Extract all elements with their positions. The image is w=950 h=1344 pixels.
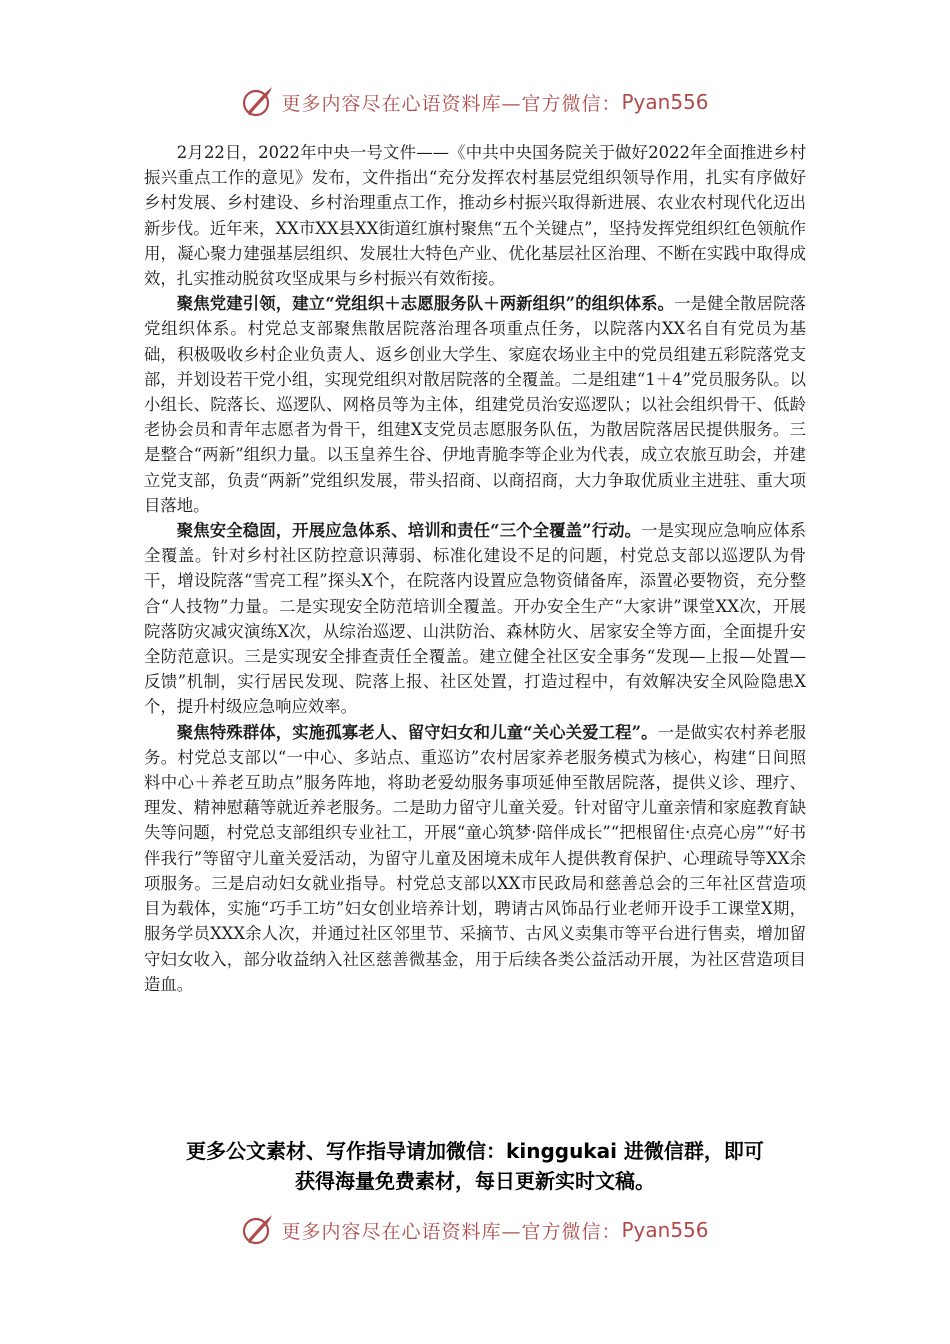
paragraph-text: 一是实现应急响应体系全覆盖。针对乡村社区防控意识薄弱、标准化建设不足的问题，村党总支部以巡逻队为骨干，增设院落“雪亮工程”探头X个，在院落内设置应急物资储备库，添置必要物资，充分整合“人技物”力量。二是实现安全防范培训全覆盖。开办安全生产“大家讲”课堂XX次，开展院落防灾减灾演练X次，从综治巡逻、山洪防治、森林防火、居家安全等方面，全面提升安全防范意识。三是实现安全排查责任全覆盖。建立健全社区安全事务“发现—上报—处置—反馈”机制，实行居民发现、院落上报、社区处置，打造过程中，有效解决安全风险隐患X个，提升村级应急响应效率。 [144, 521, 806, 717]
promo-line-1: 更多公文素材、写作指导请加微信：kinggukai 进微信群，即可 [186, 1139, 764, 1163]
paragraph-text: 一是健全散居院落党组织体系。村党总支部聚焦散居院落治理各项重点任务，以院落内XX名自有党员为基础，积极吸收乡村企业负责人、返乡创业大学生、家庭农场业主中的党员组建五彩院落党支部，并划设若干党小组，实现党组织对散居院落的全覆盖。二是组建“1＋4”党员服务队。以小组长、院落长、巡逻队、网格员等为主体，组建党员治安巡逻队；以社会组织骨干、低龄老协会员和青年志愿者为骨干，组建X支党员志愿服务队伍，为散居院落居民提供服务。三是整合“两新”组织力量。以玉皇养生谷、伊地青脆李等企业为代表，成立农旅互助会，并建立党支部，负责“两新”党组织发展，带头招商、以商招商，大力争取优质业主进驻、重大项目落地。 [144, 294, 806, 515]
paragraph-party-building [144, 291, 806, 518]
promo-notice [100, 1136, 850, 1196]
quill-logo-icon [241, 85, 275, 119]
paragraph-text: 2月22日，2022年中央一号文件——《中共中央国务院关于做好2022年全面推进乡村振兴重点工作的意见》发布，文件指出“充分发挥农村基层党组织领导作用，扎实有序做好乡村发展、乡村建设、乡村治理重点工作，推动乡村振兴取得新进展、农业农村现代化迈出新步伐。近年来，XX市XX县XX街道红旗村聚焦“五个关键点”，坚持发挥党组织红色领航作用，凝心聚力建强基层组织、发展壮大特色产业、优化基层社区治理、不断在实践中取得成效，扎实推动脱贫攻坚成果与乡村振兴有效衔接。 [144, 143, 806, 289]
watermark-text: 更多内容尽在心语资料库—官方微信： [281, 92, 622, 115]
paragraph-text: 一是做实农村养老服务。村党总支部以“一中心、多站点、重巡访”农村居家养老服务模式为核心，构建“日间照料中心＋养老互助点”服务阵地，将助老爱幼服务事项延伸至散居院落，提供义诊、理疗、理发、精神慰藉等就近养老服务。二是助力留守儿童关爱。针对留守儿童亲情和家庭教育缺失等问题，村党总支部组织专业社工，开展“童心筑梦·陪伴成长”“把根留住·点亮心房”“好书伴我行”等留守儿童关爱活动，为留守儿童及困境未成年人提供教育保护、心理疏导等XX余项服务。三是启动妇女就业指导。村党总支部以XX市民政局和慈善总会的三年社区营造项目为载体，实施“巧手工坊”妇女创业培养计划，聘请古风饰品行业老师开设手工课堂X期，服务学员XXX余人次，并通过社区邻里节、采摘节、古风义卖集市等平台进行售卖，增加留守妇女收入，部分收益纳入社区慈善微基金，用于后续各类公益活动开展，为社区营造项目造血。 [144, 722, 807, 994]
paragraph-lead: 聚焦党建引领，建立“党组织＋志愿服务队＋两新组织”的组织体系。 [176, 294, 675, 314]
watermark-id: Pyan556 [621, 1218, 709, 1242]
header-watermark [0, 82, 950, 122]
paragraph-intro [144, 140, 806, 291]
paragraph-lead: 聚焦特殊群体，实施孤寡老人、留守妇女和儿童“关心关爱工程”。 [176, 722, 658, 742]
watermark-text: 更多内容尽在心语资料库—官方微信： [281, 1220, 622, 1243]
article-body [144, 140, 806, 997]
paragraph-special-groups [144, 720, 806, 997]
paragraph-safety [144, 518, 806, 720]
promo-line-2: 获得海量免费素材，每日更新实时文稿。 [295, 1169, 655, 1193]
paragraph-lead: 聚焦安全稳固，开展应急体系、培训和责任“三个全覆盖”行动。 [176, 521, 642, 541]
quill-logo-icon [241, 1213, 275, 1247]
watermark-id: Pyan556 [621, 90, 709, 114]
footer-watermark [0, 1210, 950, 1250]
